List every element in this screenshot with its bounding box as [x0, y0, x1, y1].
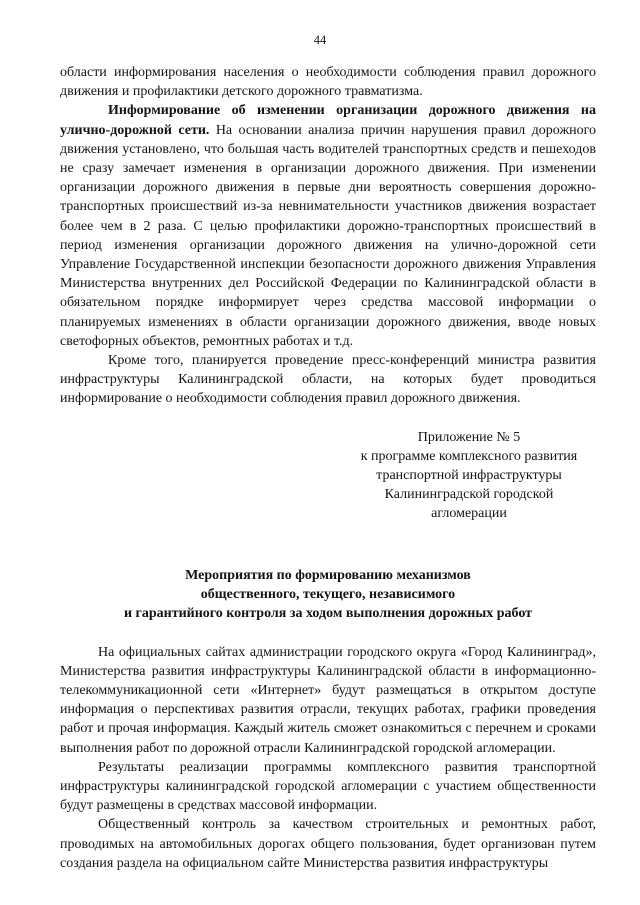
paragraph-continuation: области информирования населения о необходимости соблюдения правил дорожного движения и профилактики детского дорожного травматизма.	[60, 65, 596, 100]
paragraph-program-results: Результаты реализации программы комплексного развития транспортной инфраструктуры калининградской городской агломерации с участием общественности будут размещены в средствах массовой информации.	[60, 759, 596, 814]
paragraph-press-conferences: Кроме того, планируется проведение пресс-конференций министра развития инфраструктуры Калининградской области, на которых будет проводиться информирование о необходимости соблюдения правил дорожного движения.	[60, 353, 596, 407]
section-title-line: общественного, текущего, независимого	[200, 586, 456, 602]
paragraph-traffic-changes	[60, 101, 596, 351]
section-title	[60, 566, 596, 623]
appendix-line: агломерации	[431, 505, 507, 521]
page-number: 44	[313, 33, 327, 47]
paragraph-text: На основании анализа причин нарушения правил дорожного движения установлено, что большая часть водителей транспортных средств и пешеходов не сразу замечает изменения в организации дорожного движения. При изменении организации дорожного движения в первые дни вероятность совершения дорожно-транспортных происшествий из-за невнимательности участников движения возрастает более чем в 2 раза. С целью профилактики дорожно-транспортных происшествий в период изменения организации дорожного движения на улично-дорожной сети Управление Государственной инспекции безопасности дорожного движения Управления Министерства внутренних дел Российской Федерации по Калининградской области в обязательном порядке информирует через средства массовой информации о планируемых изменениях в области организации дорожного движения, вводе новых светофорных объектов, ремонтных работах и т.д.	[60, 122, 596, 349]
appendix-line: к программе комплексного развития	[360, 448, 578, 464]
appendix-line: Калининградской городской	[384, 486, 554, 502]
section-body	[60, 643, 596, 873]
document-body	[60, 63, 596, 873]
paragraph-lead-heading: Информирование об изменении организации дорожного движения на улично-дорожной сети.	[60, 103, 596, 138]
appendix-line: Приложение № 5	[417, 429, 521, 445]
appendix-header	[342, 428, 596, 523]
section-title-line: Мероприятия по формированию механизмов	[185, 567, 471, 583]
paragraph-official-sites: На официальных сайтах администрации городского округа «Город Калининград», Министерства развития инфраструктуры Калининградской области в информационно-телекоммуникационной сети «Интернет» будут размещаться в открытом доступе информация о перспективах развития отрасли, текущих работах, графики проведения работ и прочая информация. Каждый житель сможет ознакомиться с перечнем и сроками выполнения работ по дорожной отрасли Калининградской городской агломерации.	[60, 644, 596, 756]
paragraph-public-control: Общественный контроль за качеством строительных и ремонтных работ, проводимых на автомобильных дорогах общего пользования, будет организован путем создания раздела на официальном сайте Министерства развития инфраструктуры	[60, 817, 596, 871]
section-title-line: и гарантийного контроля за ходом выполнения дорожных работ	[123, 605, 533, 621]
appendix-line: транспортной инфраструктуры	[376, 467, 562, 483]
